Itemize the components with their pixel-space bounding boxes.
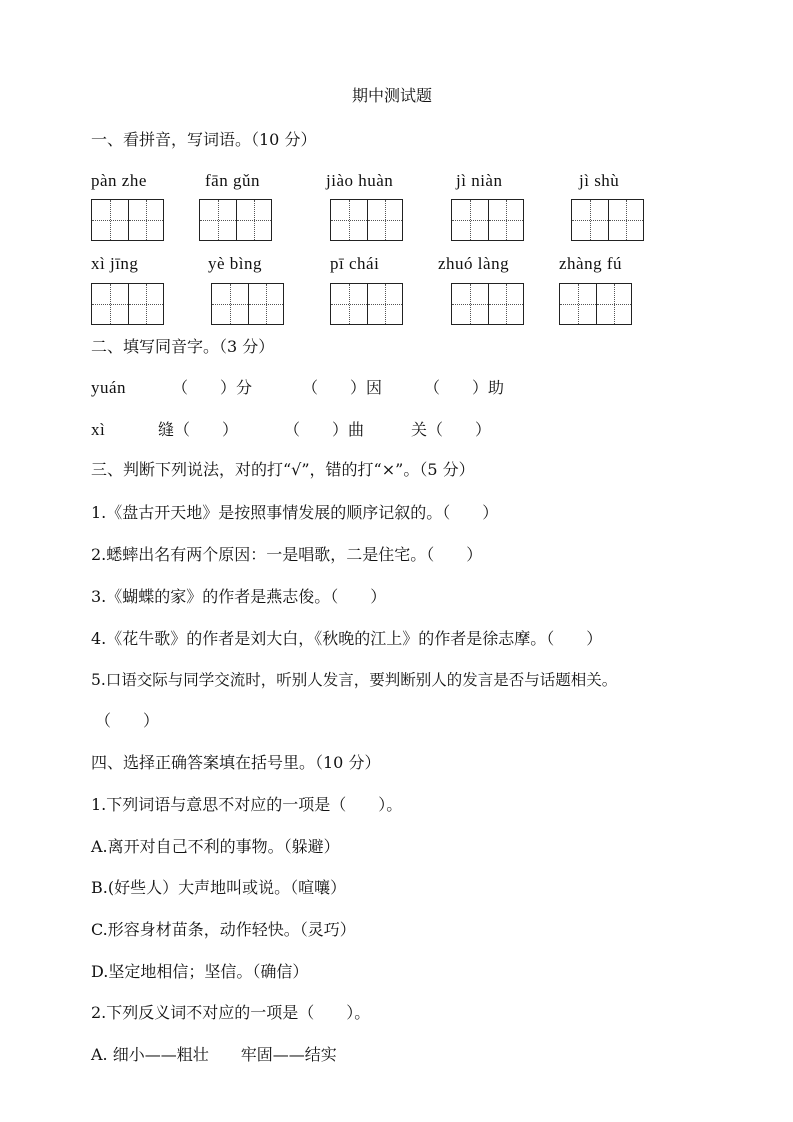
writing-grid[interactable] xyxy=(559,283,632,325)
question-item: 4.《花牛歌》的作者是刘大白，《秋晚的江上》的作者是徐志摩。（ ） xyxy=(91,629,603,648)
question-item: 1.下列词语与意思不对应的一项是（ ）。 xyxy=(91,795,403,814)
pinyin-label: yuán xyxy=(91,378,127,397)
section-3-heading: 三、判断下列说法，对的打“√”，错的打“×”。（5 分） xyxy=(91,460,475,479)
option-a: A. 细小——粗壮 牢固——结实 xyxy=(91,1045,337,1064)
answer-blank[interactable]: （ ） xyxy=(95,711,160,730)
writing-grid[interactable] xyxy=(330,199,403,241)
pinyin-label: xì xyxy=(91,420,106,439)
writing-grid[interactable] xyxy=(451,283,524,325)
writing-grid[interactable] xyxy=(571,199,644,241)
pinyin-label: jiào huàn xyxy=(326,171,394,190)
fill-blank[interactable]: 关（ ） xyxy=(411,420,492,439)
fill-blank[interactable]: （ ）分 xyxy=(172,378,253,397)
question-item: 2.蟋蟀出名有两个原因：一是唱歌，二是住宅。（ ） xyxy=(91,545,483,564)
pinyin-label: pī chái xyxy=(330,254,380,273)
pinyin-label: zhàng fú xyxy=(559,254,623,273)
pinyin-label: pàn zhe xyxy=(91,171,147,190)
pinyin-label: xì jīng xyxy=(91,254,139,273)
question-item: 1.《盘古开天地》是按照事情发展的顺序记叙的。（ ） xyxy=(91,503,499,522)
question-item: 5.口语交际与同学交流时，听别人发言，要判断别人的发言是否与话题相关。 xyxy=(91,671,618,689)
section-4-heading: 四、选择正确答案填在括号里。（10 分） xyxy=(91,753,381,772)
fill-blank[interactable]: 缝（ ） xyxy=(158,420,239,439)
section-1-heading: 一、看拼音，写词语。（10 分） xyxy=(91,130,317,149)
writing-grid[interactable] xyxy=(451,199,524,241)
question-item: 3.《蝴蝶的家》的作者是燕志俊。（ ） xyxy=(91,587,387,606)
writing-grid[interactable] xyxy=(330,283,403,325)
section-2-heading: 二、填写同音字。（3 分） xyxy=(91,337,275,356)
writing-grid[interactable] xyxy=(211,283,284,325)
pinyin-label: zhuó làng xyxy=(438,254,510,273)
fill-blank[interactable]: （ ）曲 xyxy=(284,420,365,439)
page-title: 期中测试题 xyxy=(352,86,433,105)
option-c: C.形容身材苗条，动作轻快。（灵巧） xyxy=(91,920,356,939)
pinyin-label: jì shù xyxy=(579,171,620,190)
pinyin-label: fān gǔn xyxy=(205,171,260,190)
option-b: B.(好些人）大声地叫或说。（喧嚷） xyxy=(91,878,347,897)
option-a: A.离开对自己不利的事物。（躲避） xyxy=(91,837,340,856)
writing-grid[interactable] xyxy=(199,199,272,241)
pinyin-label: jì niàn xyxy=(456,171,503,190)
fill-blank[interactable]: （ ）助 xyxy=(424,378,505,397)
option-d: D.坚定地相信；坚信。（确信） xyxy=(91,962,309,981)
fill-blank[interactable]: （ ）因 xyxy=(302,378,383,397)
pinyin-label: yè bìng xyxy=(208,254,263,273)
writing-grid[interactable] xyxy=(91,199,164,241)
writing-grid[interactable] xyxy=(91,283,164,325)
question-item: 2.下列反义词不对应的一项是（ ）。 xyxy=(91,1003,371,1022)
